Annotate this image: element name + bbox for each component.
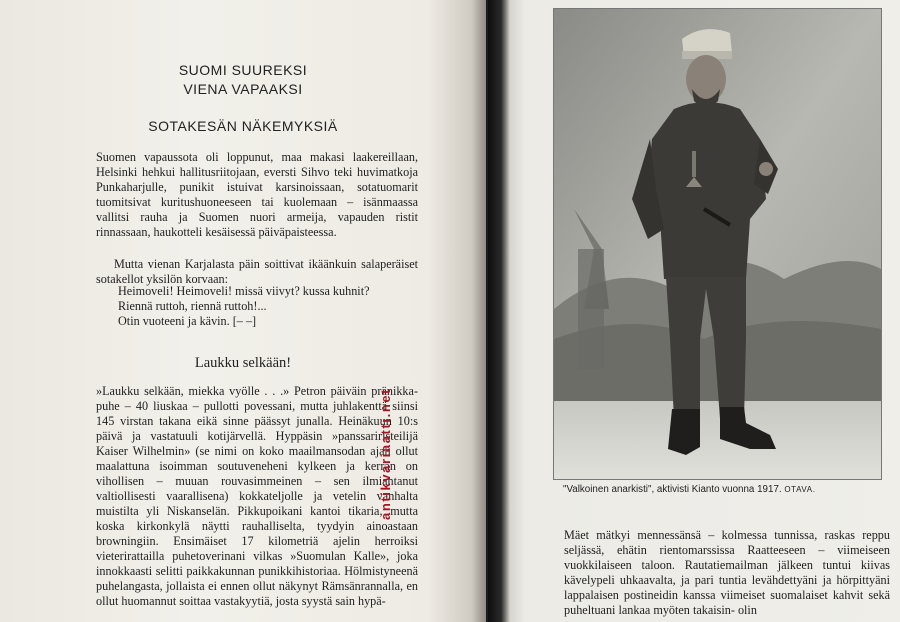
verse-line-2: Riennä ruttoh, riennä ruttoh!... (118, 299, 267, 313)
paragraph-1: Suomen vapaussota oli loppunut, maa makasi laakereillaan, Helsinki hehkui hallitusriitojaan, eversti Sihvo teki huvimatkoja Punkaharjulle, punikit istuivat karsinoissaan, sotatuomarit tuomitsivat kuritushuoneeseen tai kuolemaan – isänmaassa vallitsi rauha ja Suomen nuori armeija, vapauden ristit rinnassaan, haukotteli kesäisessä päiväpaisteessa. (96, 150, 418, 239)
photo-caption (563, 484, 883, 495)
caption-text: "Valkoinen anarkisti", aktivisti Kianto vuonna 1917. (563, 484, 782, 495)
chapter-title-line-1: SUOMI SUUREKSI (178, 62, 308, 78)
verse-line-3: Otin vuoteeni ja kävin. [– –] (118, 314, 257, 328)
right-paragraph: Mäet mätkyi mennessänsä – kolmessa tunnissa, raskas reppu seljässä, ehätin rientomarssissa Raatteeseen – viimeiseen vuokkilaiseen taloon. Rautatiemailman jälkeen tuntui kiivas kävelypeli uhkaavalta, ja pari tuntia levähdettyäni ja hörpittyäni lappalaisen postineidin kanssa viimeiset suomalaiset kahvit sekä puheltuani lankaa myöten takaisin- olin (564, 528, 890, 617)
chapter-title-line-2: VIENA VAPAAKSI (183, 81, 303, 97)
verse-line-1: Heimoveli! Heimoveli! missä viivyt? kussa kuhnit? (118, 284, 370, 298)
chapter-subtitle: SOTAKESÄN NÄKEMYKSIÄ (148, 118, 338, 134)
paragraph-3: »Laukku selkään, miekka vyölle . . .» Petron päiväin pränikka- puhe – 40 liuskaa – pullotti povessani, mutta juhlakenttä siinsi 145 virstan takana eikä sinne päässyt junalla. Heinäkuun 10:s päivä ja vastatuuli kotijärvellä. Hyppäsin »panssariristeilijä Kaiser Wilhelmin» (se nimi on koko maailmansodan ajan ollut maalattuna isoimman soutuveneheni kylkeen ja kerran on vihollisen – muuan rouvasimmeinen – sen ilmiantanut valtiollisesti vaarallisena) kokkateljolle ja vetelin vanhalta muistilta yli Niskanselän. Pikkupoikani kantoi tikaria, mutta koska kirkonkylä näytti rauhalliselta, tyydyin ainoastaan browningiin. Ensimäiset 17 kilometriä ajelin herroiksi vieterirattailla puhetoverinani vilkas »Suomulan Kalle», joka innokkaasti selitti paikkakunnan punikkihistoriaa. Hölmistyneenä puhelangasta, jollaista ei ennen ollut näkynyt Rämsänrannalla, en ollut huomannut soittaa vastakyytiä, josta syystä sain hypä- (96, 384, 418, 608)
watermark-stamp: antikvariaatti.net (378, 387, 393, 520)
portrait-photo (553, 8, 882, 480)
section-heading: Laukku selkään! (194, 355, 292, 371)
caption-publisher: OTAVA. (784, 485, 816, 494)
book-gutter-shadow (488, 0, 510, 622)
portrait-photo-image (554, 9, 881, 479)
paragraph-2: Mutta vienan Karjalasta päin soittivat ikäänkuin salaperäiset sotakellot yksilön korvaan: (96, 257, 418, 286)
